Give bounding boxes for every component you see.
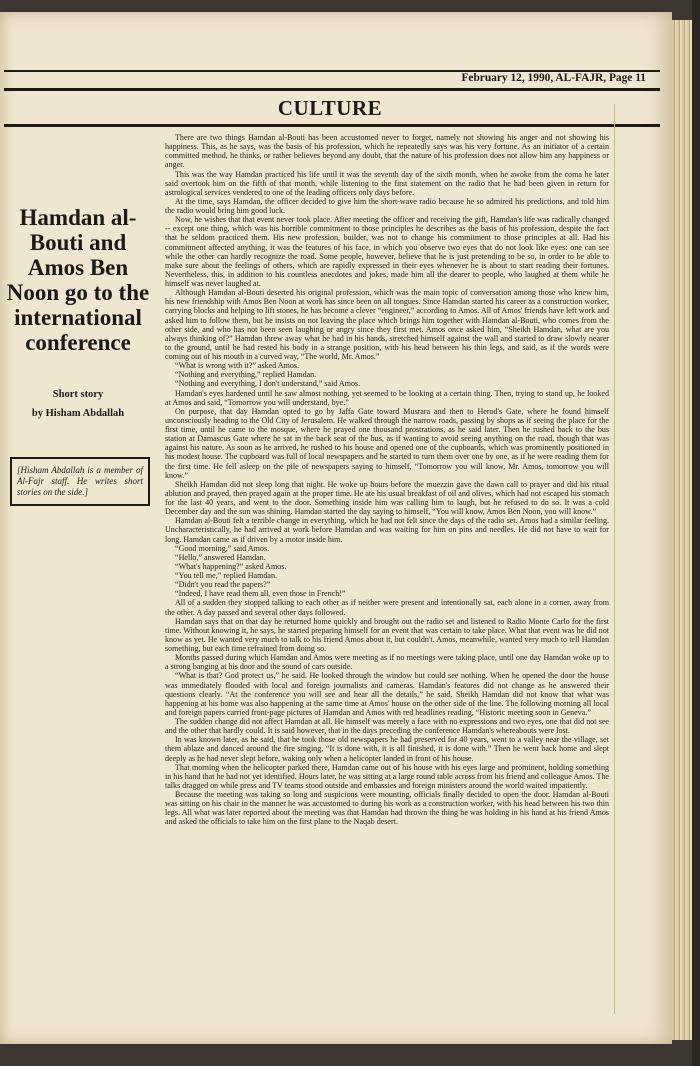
article-sidebar [6,205,150,506]
section-title: CULTURE [277,96,383,120]
article-paragraph: “Good morning,” said Amos. [175,543,270,553]
article-paragraph: Because the meeting was taking so long and suspicions were mounting, officials finally decided to open the door. Hamdan al-Bouti was sitting on his chair in the manner he was accustomed to during his work as a construction worker, with his head between his two thin legs. All what was later reported about the meeting was that Hamdan had thrown the thing he was holding in his hand at his friend Amos and asked the officials to take him on the first plane to the Naqab desert. [165,790,609,827]
article-paragraph: Months passed during which Hamdan and Amos were meeting as if no meetings were taking place, until one day Hamdan woke up to a strong banging at his door and the sound of cars outside. [165,653,609,672]
article-paragraph: “Nothing and everything,” replied Hamdan. [175,370,317,380]
section-rule [4,124,660,127]
article-genre: Short story [52,389,104,400]
article-paragraph: That morning when the helicopter parked there, Hamdan came out of his house with his eyes large and prominent, holding something in his hand that he had not yet identified. Hours later, he was sitting at a large round table across from his friend and colleague Amos. The talks dragged on while press and TV teams stood outside and embassies and foreign ministers around the world waited impatiently. [165,762,609,790]
page-header-dateline: February 12, 1990, AL-FAJR, Page 11 [461,72,646,84]
article-headline: Hamdan al-Bouti and Amos Ben Noon go to the international conference [6,205,150,355]
article-paragraph: “Didn't you read the papers?” [175,580,271,590]
article-paragraph: All of a sudden they stopped talking to each other as if neither were present and intentionally sat, each alone in a corner, away from the other. A day passed and several other days followed. [165,598,609,617]
article-byline: by Hisham Abdallah [31,408,125,419]
article-paragraph: “Indeed, I have read them all, even those in French!” [175,589,346,599]
article-paragraph: On purpose, that day Hamdan opted to go by Jaffa Gate toward Musrara and then to Herod's Gate, where he found himself unconsciously heading to the Old City of Jerusalem. He walked through the narrow roads, passing by shops as if seeing the place for the first time, until he came to the mosque, where he prayed one thousand prostrations, as he said later. Then he rushed back to the bus station at Damascus Gate where he sat in the back seat of the bus, as if wanting to avoid seeing anything on the road, though that was against his nature. As soon as he arrived, he rushed to his house and opened one of the cupboards, which was prominently positioned in his modest house. The cupboard was full of local newspapers and he started to turn them over one by one, as if he were reading them for the first time. He fell asleep on the pile of newspapers saying to himself, “Tomorrow you will know, Mr. Amos, tomorrow you will know.” [165,406,609,480]
article-paragraph: Now, he wishes that that event never took place. After meeting the officer and receiving the gift, Hamdan's life was radically changed -- except one thing, which was his horrible commitment to those principles he describes as the basis of his profession, despite the fact that he seldom practiced them. His new profession, builder, was not to change his commitment to those principles at all. Had his commitment affected anything, it was the features of his face, in which you observe two eyes that do not look like eyes: one can see while the other can hardly recognize the road. Some people, however, believe that he is just pretending to be so, in order to be able to make sure about the feelings of others, which are rapidly expressed in their eyes whenever he is about to start reading their fortunes. Nevertheless, this, in addition to his countless anecdotes and jokes, made him all the dearer to people, who laughed at them while he himself was never laughed at. [165,215,609,288]
margin-rule [614,104,615,1014]
article-paragraph: “What is wrong with it?” asked Amos. [175,361,300,371]
header-rule [4,88,660,91]
article-paragraph: Sheikh Hamdan did not sleep long that night. He woke up hours before the muezzin gave the dawn call to prayer and did his ritual ablution and prayed, then prayed again at the proper time. He ate his usual breakfast of oil and olives, which had not escaped his stomach for the last 40 years, and went to the door. Something inside him was calling him to laugh, but he refused to do so. It was a cold December day and the sun was shining. Hamdan started the day saying to himself, “You will know, Amos Ben Noon, you will know.” [165,479,609,517]
article-paragraph: “Hello,” answered Hamdan. [175,552,266,562]
article-paragraph: At the time, says Hamdan, the officer decided to give him the short-wave radio because he so admired his predictions, and told him the radio would bring him good luck. [165,196,609,215]
article-paragraph: “Nothing and everything, I don't understand,” said Amos. [175,379,361,389]
article-paragraph: “What's happening?” asked Amos. [175,561,287,571]
article-paragraph: Although Hamdan al-Bouti deserted his original profession, which was the main topic of conversation among those who knew him, his new friendship with Amos Ben Noon at work has since been on all tongues. Since Hamdan started his career as a construction worker, carrying blocks and helping to lift stones, he has become a clever “engineer,” according to Amos. All of Amos' friends have left work and asked him to follow them, but he insists on not leaving the place which brings him together with Hamdan al-Bouti, who comes from the other side, and who has not been seen laughing or angry since they first met. Amos once asked him, “Sheikh Hamdan, what are you always thinking of?” Hamdan threw away what he had in his hands, stretched himself against the wall and started to draw slowly nearer to the ground, until he had rested his body in a strange position, with his head between his thin legs, and said, as if the words were coming out of his mouth in a curved way, “The world, Mr. Amos.” [165,288,609,361]
article-paragraph: Hamdan says that on that day he returned home quickly and brought out the radio set and listened to Radio Monte Carlo for the first time. Without knowing it, he says, he started preparing himself for an event that was certain to take place. What that event was he did not know as yet. He wanted very much to talk to his friend Amos about it, but couldn't. Amos, meanwhile, wanted very much to tell Hamdan something, but each time refrained from doing so. [165,616,609,653]
article-body [165,133,609,993]
article-paragraph: This was the way Hamdan practiced his life until it was the seventh day of the sixth month, when he awoke from the coma he later said overtook him on the fifth of that month, while listening to the first statement on the radio that he had been given in return for astrological services vendered to one of the leading officers only days before. [165,169,609,197]
binding-edge [692,0,700,1066]
article-paragraph: “What is that? God protect us,” he said. He looked through the window but could see nothing. When he opened the door the house was immediately flooded with local and foreign journalists and cameras. Hamdan's features did not change as he answered their questions clearly. “At the conference you will see and hear all the details,” he said. Sheikh Hamdan did not know that what was happening at his home was also happening at the same time at Amos' house on the other side of the line. The following morning all local and foreign papers carried front-page pictures of Hamdan and Amos with red headlines reading, “Historic meeting soon in Geneva.” [165,671,609,717]
article-paragraph: In was known later, as he said, that he took those old newspapers he had preserved for 40 years, went to a valley near the village, set them ablaze and danced around the fire singing, “It is done with, it is all finished, it is done with.” Then he went back home and slept deeply as he had never slept before, waking only when a helicopter landed in front of his house. [165,735,609,763]
article-paragraph: “You tell me,” replied Hamdan. [175,571,277,580]
article-paragraph: There are two things Hamdan al-Bouti has been accustomed never to forget, namely not showing his anger and not showing his happiness. This, as he says, was the basis of his profession, which he repeatedly says was his very fortune. As an initiator of a certain committed method, he thinks, or rather believes beyond any doubt, that the nature of his profession does not allow him any happiness or anger. [165,133,609,170]
article-paragraph: Hamdan's eyes hardened until he saw almost nothing, yet seemed to be looking at a certain thing. Then, trying to stand up, he looked at Amos and said, “Tomorrow you will understand, bye.” [165,388,609,407]
article-paragraph: The sudden change did not affect Hamdan at all. He himself was merely a face with no expressions and two eyes, one that did not see and the other that hardly could. It is said however, that in the days preceding the conference Hamdan's whereabouts were lost. [165,717,609,736]
article-paragraph: Hamdan al-Bouti felt a terrible change in everything, which he had not felt since the days of the radio set. Amos had a similar feeling. Uncharacteristically, he had arrived at work before Hamdan and was waiting for him on pins and needles. He did not have to wait for long. Hamdan came as if driven by a motor inside him. [165,516,609,544]
author-bio-box: [Hisham Abdallah is a member of Al-Fajr staff. He writes short stories on the side.] [10,457,150,506]
page-stack-edge [672,20,694,1040]
